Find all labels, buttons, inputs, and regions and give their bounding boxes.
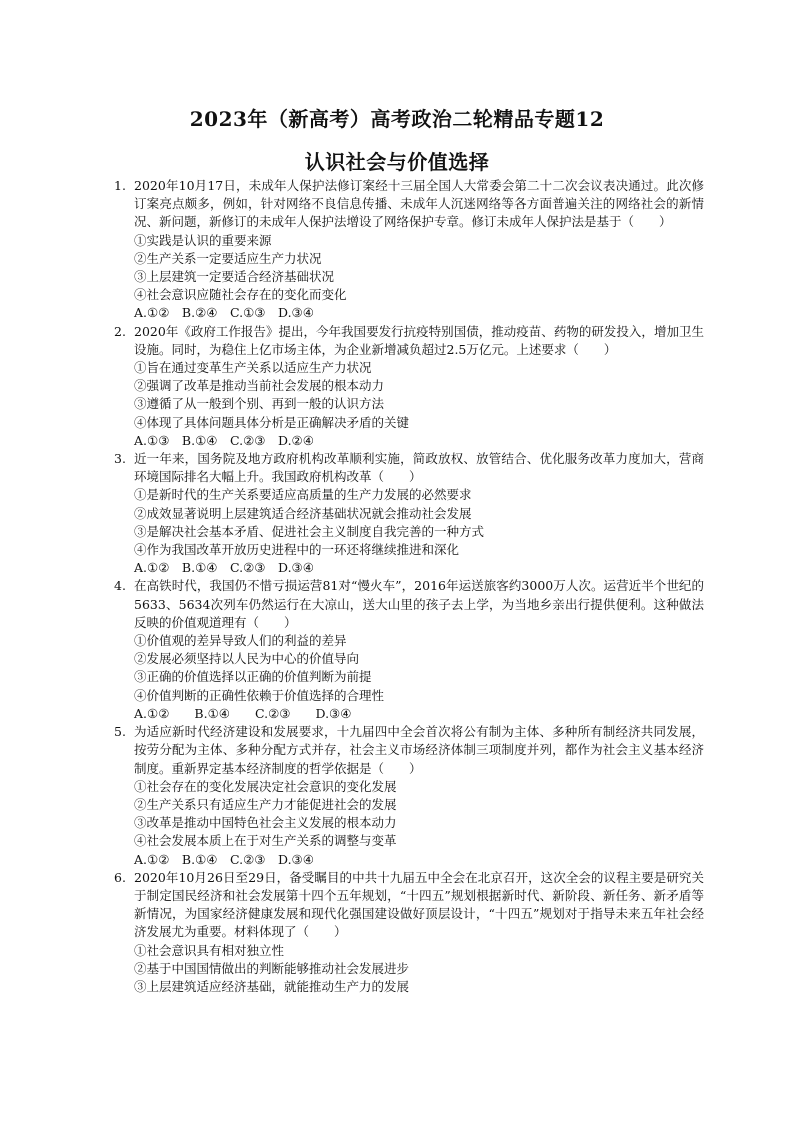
- question-text: 2020年10月17日，未成年人保护法修订案经十三届全国人大常委会第二十二次会议表决通过。此次修订案亮点颇多，例如，针对网络不良信息传播、未成年人沉迷网络等各方面普遍关注的网络社会的新情况、新问题，新修订的未成年人保护法增设了网络保护专章。修订未成年人保护法是基于（ ）: [134, 178, 704, 230]
- option-item: ①社会存在的变化发展决定社会意识的变化发展: [134, 778, 397, 794]
- question-text: 为适应新时代经济建设和发展要求，十九届四中全会首次将公有制为主体、多种所有制经济共同发展，按劳分配为主体、多种分配方式并存，社会主义市场经济体制三项制度并列，都作为社会主义基本经济制度。重新界定基本经济制度的哲学依据是（ ）: [134, 724, 704, 776]
- option-item: ④价值判断的正确性依赖于价值选择的合理性: [134, 687, 385, 703]
- option-item: ③遵循了从一般到个别、再到一般的认识方法: [134, 396, 385, 412]
- option-item: ②成效显著说明上层建筑适合经济基础状况就会推动社会发展: [134, 505, 472, 521]
- question-2: [114, 323, 704, 450]
- document-title: 2023年（新高考）高考政治二轮精品专题12: [189, 107, 605, 131]
- option-item: ②基于中国国情做出的判断能够推动社会发展进步: [134, 960, 410, 976]
- question-stem: [114, 869, 704, 942]
- option-item: ①是新时代的生产关系要适应高质量的生产力发展的必然要求: [134, 487, 472, 503]
- question-6: [114, 869, 704, 996]
- question-stem: [114, 323, 704, 359]
- option-item: ②生产关系只有适应生产力才能促进社会的发展: [134, 796, 397, 812]
- option-item: ①社会意识具有相对独立性: [134, 942, 285, 958]
- question-list: [114, 177, 704, 996]
- question-number: 3.: [114, 451, 126, 467]
- question-stem: [114, 723, 704, 778]
- question-3: [114, 450, 704, 577]
- question-1: [114, 177, 704, 323]
- option-item: ②生产关系一定要适应生产力状况: [134, 250, 322, 266]
- option-item: ①价值观的差异导致人们的利益的差异: [134, 633, 347, 649]
- answer-choices: A.①② B.②④ C.①③ D.③④: [134, 305, 314, 321]
- question-text: 在高铁时代，我国仍不惜亏损运营81对“慢火车”，2016年运送旅客约3000万人次。运营近半个世纪的5633、5634次列车仍然运行在大凉山，送大山里的孩子去上学，为当地乡亲出行提供便利。这种做法反映的价值观道理有（ ）: [134, 578, 704, 630]
- document-subtitle: 认识社会与价值选择: [304, 150, 490, 174]
- answer-choices: A.①③ B.①④ C.②③ D.②④: [134, 432, 314, 448]
- question-text: 近一年来，国务院及地方政府机构改革顺利实施，简政放权、放管结合、优化服务改革力度加大，营商环境国际排名大幅上升。我国政府机构改革（ ）: [134, 451, 704, 485]
- answer-choices: A.①② B.①④ C.②③ D.③④: [134, 705, 352, 721]
- question-number: 6.: [114, 869, 126, 885]
- question-4: [114, 577, 704, 723]
- option-item: ④社会发展本质上在于对生产关系的调整与变革: [134, 833, 397, 849]
- option-item: ③上层建筑一定要适合经济基础状况: [134, 269, 335, 285]
- question-text: 2020年10月26日至29日，备受瞩目的中共十九届五中全会在北京召开，这次全会的议程主要是研究关于制定国民经济和社会发展第十四个五年规划，“十四五”规划根据新时代、新阶段、新任务、新矛盾等新情况，为国家经济健康发展和现代化强国建设做好顶层设计，“十四五”规划对于指导未来五年社会经济发展尤为重要。材料体现了（ ）: [134, 869, 704, 940]
- question-number: 1.: [114, 178, 126, 193]
- option-item: ④作为我国改革开放历史进程中的一环还将继续推进和深化: [134, 542, 460, 558]
- question-text: 2020年《政府工作报告》提出，今年我国要发行抗疫特别国债，推动疫苗、药物的研发投入，增加卫生设施。同时，为稳住上亿市场主体，为企业新增减负超过2.5万亿元。上述要求（ ）: [134, 323, 704, 357]
- option-item: ③是解决社会基本矛盾、促进社会主义制度自我完善的一种方式: [134, 523, 485, 539]
- question-number: 4.: [114, 578, 126, 594]
- question-stem: [114, 577, 704, 632]
- option-item: ①实践是认识的重要来源: [134, 232, 272, 248]
- question-stem: [114, 177, 704, 232]
- question-number: 2.: [114, 323, 126, 339]
- answer-choices: A.①② B.①④ C.②③ D.③④: [134, 560, 314, 576]
- question-5: [114, 723, 704, 869]
- option-item: ②发展必须坚持以人民为中心的价值导向: [134, 651, 360, 667]
- option-item: ④社会意识应随社会存在的变化而变化: [134, 287, 347, 303]
- option-item: ③改革是推动中国特色社会主义发展的根本动力: [134, 815, 397, 831]
- option-item: ④体现了具体问题具体分析是正确解决矛盾的关键: [134, 414, 410, 430]
- answer-choices: A.①② B.①④ C.②③ D.③④: [134, 851, 314, 867]
- option-item: ①旨在通过变革生产关系以适应生产力状况: [134, 360, 372, 376]
- option-item: ②强调了改革是推动当前社会发展的根本动力: [134, 378, 385, 394]
- question-number: 5.: [114, 724, 126, 740]
- option-item: ③正确的价值选择以正确的价值判断为前提: [134, 669, 372, 685]
- question-stem: [114, 450, 704, 486]
- option-item: ③上层建筑适应经济基础，就能推动生产力的发展: [134, 978, 410, 994]
